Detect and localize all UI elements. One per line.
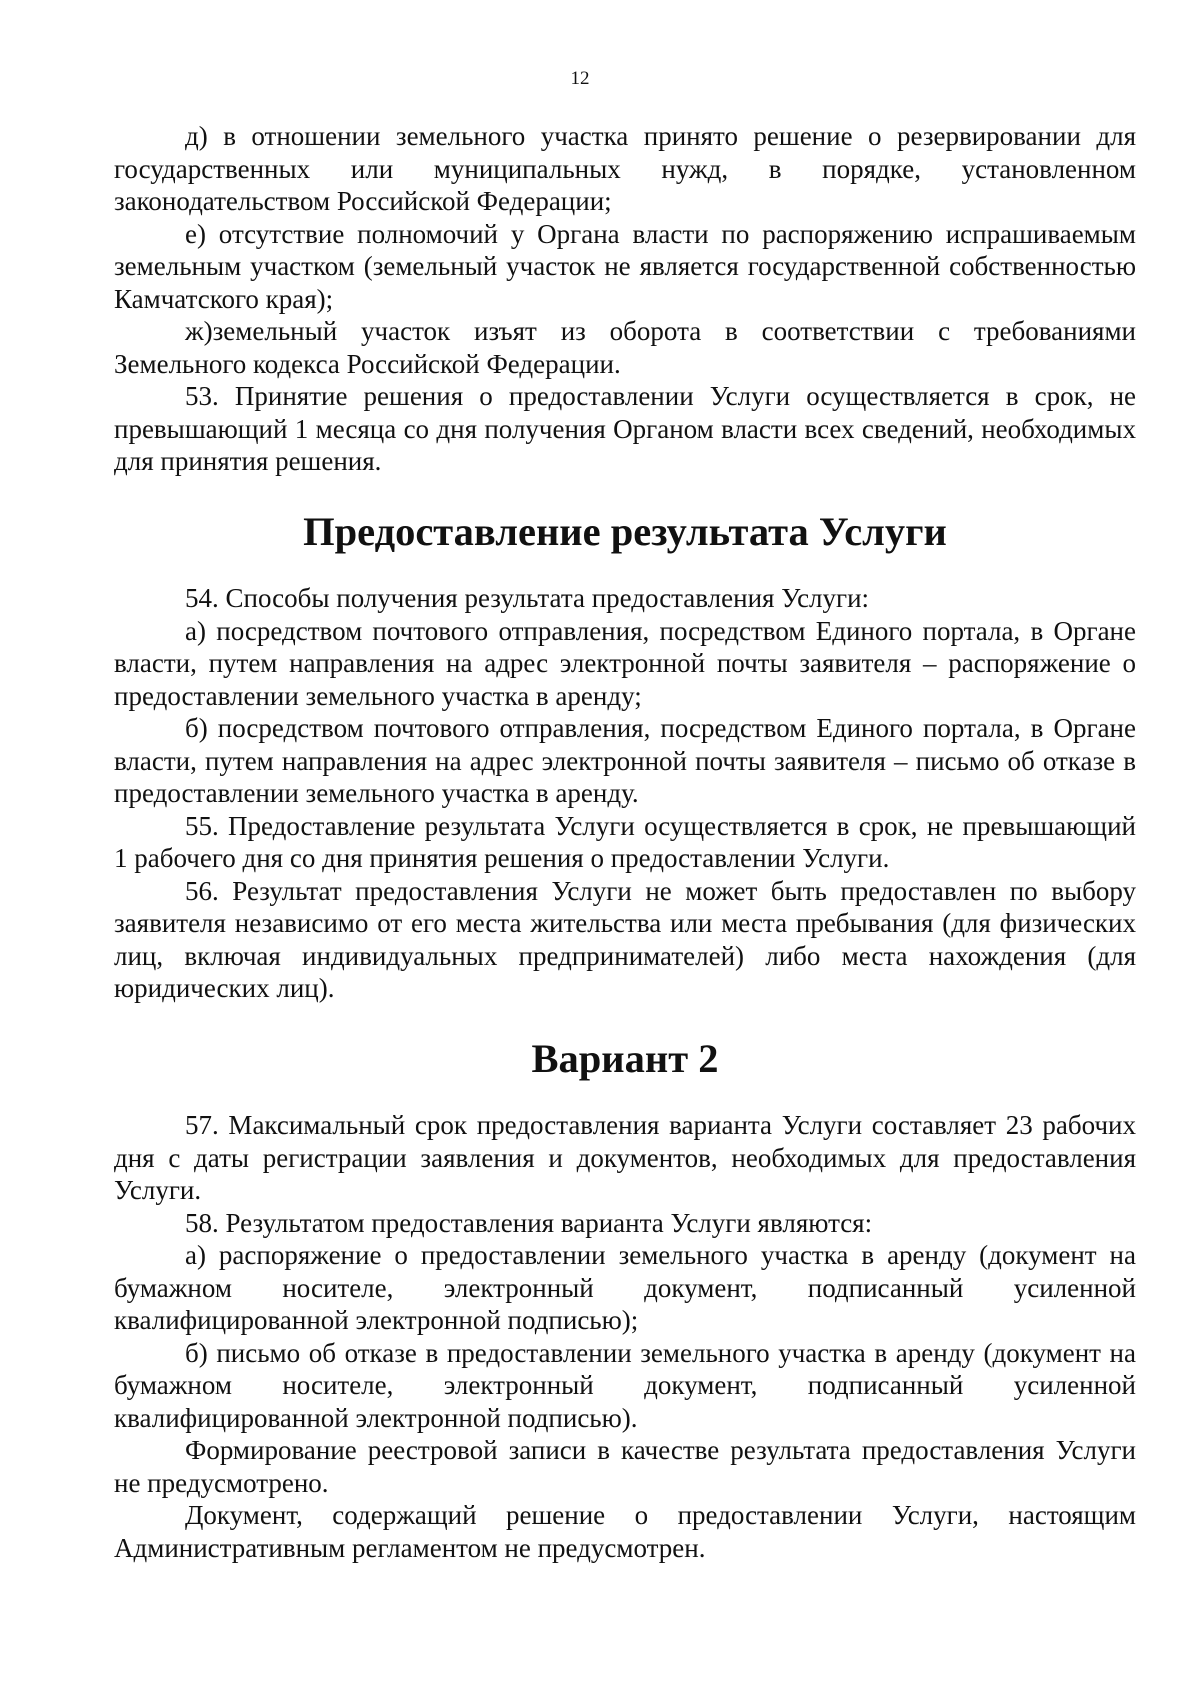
paragraph-registry-record: Формирование реестровой записи в качестве результата предоставления Услуги не предусмотрено. xyxy=(114,1435,1136,1498)
paragraph-53: 53. Принятие решения о предоставлении Услуги осуществляется в срок, не превышающий 1 месяца со дня получения Органом власти всех сведений, необходимых для принятия решения. xyxy=(114,381,1136,476)
paragraph-54-b: б) посредством почтового отправления, посредством Единого портала, в Органе власти, путем направления на адрес электронной почты заявителя – письмо об отказе в предоставлении земельного участка в аренду. xyxy=(114,713,1136,808)
paragraph-57: 57. Максимальный срок предоставления варианта Услуги составляет 23 рабочих дня с даты регистрации заявления и документов, необходимых для предоставления Услуги. xyxy=(114,1110,1136,1205)
paragraph-54-a: а) посредством почтового отправления, посредством Единого портала, в Органе власти, путем направления на адрес электронной почты заявителя – распоряжение о предоставлении земельного участка в аренду; xyxy=(114,615,1136,711)
page-number: 12 xyxy=(570,68,590,89)
paragraph-56: 56. Результат предоставления Услуги не может быть предоставлен по выбору заявителя независимо от его места жительства или места пребывания (для физических лиц, включая индивидуальных предпринимателей) либо места нахождения (для юридических лиц). xyxy=(114,875,1136,1003)
paragraph-58-a: а) распоряжение о предоставлении земельного участка в аренду (документ на бумажном носителе, электронный документ, подписанный усиленной квалифицированной электронной подписью); xyxy=(114,1240,1136,1335)
paragraph-zh-withdrawn: ж)земельный участок изъят из оборота в соответствии с требованиями Земельного кодекса Российской Федерации. xyxy=(114,316,1136,379)
paragraph-e-no-authority: е) отсутствие полномочий у Органа власти по распоряжению испрашиваемым земельным участком (земельный участок не является государственной собственностью Камчатского края); xyxy=(114,218,1136,314)
document-body xyxy=(114,120,1136,1564)
paragraph-55: 55. Предоставление результата Услуги осуществляется в срок, не превышающий 1 рабочего дня со дня принятия решения о предоставлении Услуги. xyxy=(114,810,1136,873)
paragraph-58-b: б) письмо об отказе в предоставлении земельного участка в аренду (документ на бумажном носителе, электронный документ, подписанный усиленной квалифицированной электронной подписью). xyxy=(114,1337,1136,1433)
paragraph-54: 54. Способы получения результата предоставления Услуги: xyxy=(185,583,870,613)
paragraph-58: 58. Результатом предоставления варианта Услуги являются: xyxy=(185,1207,873,1238)
section-heading-result: Предоставление результата Услуги xyxy=(303,508,947,554)
paragraph-d-reservation: д) в отношении земельного участка принято решение о резервировании для государственных или муниципальных нужд, в порядке, установленном законодательством Российской Федерации; xyxy=(114,121,1136,216)
paragraph-decision-document: Документ, содержащий решение о предоставлении Услуги, настоящим Административным регламентом не предусмотрен. xyxy=(114,1500,1136,1563)
section-heading-variant-2: Вариант 2 xyxy=(531,1035,719,1081)
